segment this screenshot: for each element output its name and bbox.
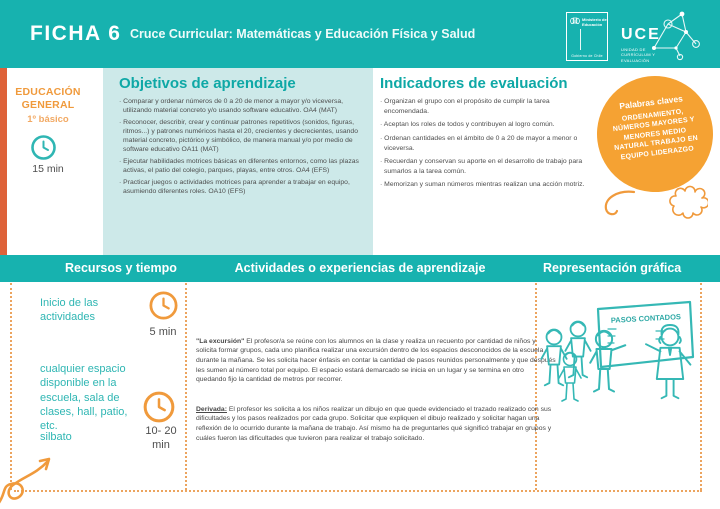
indicador-item: · Ordenan cantidades en el ámbito de 0 a 20 de mayor a menor o viceversa. bbox=[380, 134, 592, 154]
ficha-number: FICHA 6 bbox=[30, 22, 122, 45]
recurso-item: Inicio de las actividades bbox=[40, 297, 99, 324]
dotted-divider-bottom bbox=[14, 490, 702, 492]
ministry-name: Ministerio de Educación bbox=[582, 17, 607, 27]
board-text: PASOS CONTADOS bbox=[610, 312, 682, 325]
header-subtitle: Cruce Curricular: Matemáticas y Educación Física y Salud bbox=[130, 27, 476, 41]
recurso-item: silbato bbox=[40, 431, 72, 443]
column-header-recursos: Recursos y tiempo bbox=[65, 261, 177, 275]
uce-acronym: UCE bbox=[621, 26, 661, 43]
indicador-item: · Organizan el grupo con el propósito de cumplir la tarea encomendada. bbox=[380, 97, 592, 117]
uce-subtitle: UNIDAD DE CURRÍCULUM Y EVALUACIÓN bbox=[621, 47, 656, 63]
indicador-item: · Recuerdan y conservan su aporte en el desarrollo de trabajo para sumarlos a la tarea común. bbox=[380, 157, 592, 177]
ministry-logo bbox=[566, 12, 608, 61]
objetivo-item: · Comparar y ordenar números de 0 a 20 de menor a mayor y/o viceversa, utilizando material concreto y/o usando software educativo. OA4 (MAT) bbox=[119, 97, 361, 115]
arrow-doodle-icon bbox=[0, 428, 90, 506]
flower-doodle-icon bbox=[660, 182, 708, 220]
clock-icon bbox=[30, 134, 57, 161]
activity-paragraph: "La excursión" El profesor/a se reúne con los alumnos en la clase y realiza un recuento por cantidad de niños y solicita formar grupos, cada uno planifica realizar una excursión dentro de los espacios desconocidos de la escuela durante la mañana. Se les solicita hacer énfasis en contar la cantidad de pasos reunidos personalmente y que después les sumen al número total por equipo. El espacio estará demarcado se inicia en un lugar y se termina en otro quedando fijo la cantidad de metros por recorrer. bbox=[196, 337, 556, 384]
objetivo-item: · Ejecutar habilidades motrices básicas en diferentes entornos, como las plazas activas, el patio del colegio, parques, playas, entre otros. OA4 (EFS) bbox=[119, 157, 361, 175]
indicador-item: · Memorizan y suman números mientras realizan una acción motriz. bbox=[380, 180, 592, 190]
keywords-badge bbox=[590, 69, 719, 198]
indicador-item: · Aceptan los roles de todos y contribuyen al logro común. bbox=[380, 120, 592, 130]
header-bar bbox=[0, 0, 720, 68]
classroom-illustration bbox=[540, 297, 698, 425]
keywords-list: ORDENAMIENTO, NÚMEROS MAYORES Y MENORES MEDIO NATURAL TRABAJO EN EQUIPO LIDERAZGO bbox=[612, 108, 699, 162]
time-label: 5 min bbox=[149, 326, 177, 338]
activity-paragraph: Derivada: El profesor les solicita a los niños realizar un dibujo en que quede evidenciado el trazado realizado con sus dificultades y los pasos realizados por cada grupo. Solicitar que expliquen el dibujo realizado y solicitar hagan una reflexión de lo ocurrido durante la mañana de trabajo. Así mismo ha de preguntarles qué significó trabajar en grupos y cuáles fueron las dificultades que tuvieron para realizar el trabajo solicitado. bbox=[196, 405, 552, 442]
category-label: EDUCACIÓN GENERAL bbox=[15, 86, 81, 111]
duration-label: 15 min bbox=[32, 163, 64, 175]
gov-footer-label: Gobierno de Chile bbox=[571, 54, 603, 58]
time-label: 10- 20 min bbox=[145, 425, 177, 452]
logo-divider bbox=[580, 29, 581, 50]
dotted-divider bbox=[185, 283, 187, 490]
molecule-doodle-icon bbox=[646, 4, 702, 62]
chile-emblem-icon bbox=[570, 16, 580, 27]
keywords-title: Palabras claves bbox=[618, 93, 684, 112]
activity-lead: "La excursión" bbox=[196, 337, 245, 345]
grade-label: 1º básico bbox=[27, 114, 69, 125]
objetivo-item: · Reconocer, describir, crear y continuar patrones repetitivos (sonidos, figuras, ritmos...) y patrones numéricos hasta el 20, crecientes y decrecientes, usando material concreto, pictórico y simbólico, de manera manual y/o por medio de software educativo OA11 (MAT) bbox=[119, 118, 361, 155]
indicadores-title: Indicadores de evaluación bbox=[380, 75, 568, 92]
clock-icon bbox=[142, 390, 176, 424]
clock-icon bbox=[148, 290, 179, 321]
dotted-divider bbox=[700, 283, 702, 490]
dotted-divider bbox=[535, 283, 537, 490]
objetivo-item: · Practicar juegos o actividades motrices para aprender a trabajar en equipo, asumiendo diferentes roles. OA10 (EFS) bbox=[119, 178, 361, 196]
recurso-item: cualquier espacio disponible en la escuela, sala de clases, hall, patio, etc. bbox=[40, 363, 128, 433]
activity-lead: Derivada: bbox=[196, 405, 227, 413]
column-header-representacion: Representación gráfica bbox=[543, 261, 682, 275]
indicadores-panel bbox=[380, 68, 592, 194]
objetivos-panel bbox=[103, 68, 373, 255]
objetivos-title: Objetivos de aprendizaje bbox=[119, 75, 296, 92]
swoosh-doodle-icon bbox=[598, 188, 640, 218]
column-header-actividades: Actividades o experiencias de aprendizaje bbox=[234, 261, 486, 275]
